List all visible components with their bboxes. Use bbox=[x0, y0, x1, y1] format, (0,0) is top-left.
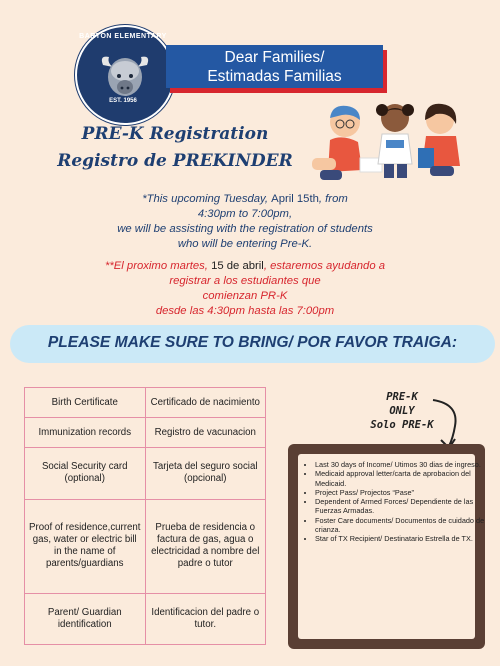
english-line-3: we will be assisting with the registration of students bbox=[117, 223, 373, 235]
english-line-2: 4:30pm to 7:00pm, bbox=[197, 208, 293, 220]
children-illustration bbox=[300, 100, 480, 190]
table-row bbox=[25, 448, 266, 499]
spanish-announcement bbox=[70, 259, 420, 319]
spanish-line-2: registrar a los estudiantes que bbox=[169, 275, 321, 287]
table-row bbox=[25, 418, 266, 448]
english-line-4: who will be entering Pre-K. bbox=[177, 238, 313, 250]
english-line-1: *This upcoming Tuesday, April 15th, from bbox=[142, 193, 348, 205]
documents-table bbox=[24, 387, 266, 645]
list-item: • Project Pass/ Projectos “Pase” bbox=[315, 488, 485, 497]
document-english: Social Security card (optional) bbox=[25, 448, 146, 499]
document-english: Parent/ Guardian identification bbox=[25, 593, 146, 644]
bison-icon bbox=[97, 49, 153, 105]
list-item: • Medicaid approval letter/carta de aprobacion del Medicaid. bbox=[315, 469, 485, 488]
title-spanish: Registro de PREKINDER bbox=[57, 151, 293, 171]
list-item: • Star of TX Recipient/ Destinatario Estrella de TX. bbox=[315, 534, 485, 543]
prek-only-label: PRE-K ONLY Solo PRE-K bbox=[370, 391, 434, 431]
english-announcement bbox=[70, 192, 420, 252]
spanish-date: 15 de abril bbox=[211, 260, 264, 272]
school-logo bbox=[75, 25, 175, 125]
prek-requirements-list bbox=[303, 460, 485, 544]
greeting-line-1: Dear Families/ bbox=[224, 49, 325, 66]
document-spanish: Prueba de residencia o factura de gas, agua o electricidad a nombre del padre o tutor bbox=[145, 499, 266, 593]
document-english: Proof of residence,current gas, water or electric bill in the name of parents/guardians bbox=[25, 499, 146, 593]
logo-est: EST. 1956 bbox=[109, 98, 137, 104]
list-item: • Last 30 days of Income/ Utimos 30 dias de ingreso. bbox=[315, 460, 485, 469]
spanish-line-4: desde las 4:30pm hasta las 7:00pm bbox=[155, 305, 335, 317]
table-row bbox=[25, 593, 266, 644]
document-spanish: Certificado de nacimiento bbox=[145, 388, 266, 418]
document-spanish: Identificacion del padre o tutor. bbox=[145, 593, 266, 644]
spanish-line-3: comienzan PR-K bbox=[202, 290, 288, 302]
table-row bbox=[25, 499, 266, 593]
document-english: Birth Certificate bbox=[25, 388, 146, 418]
list-item: • Dependent of Armed Forces/ Dependiente de las Fuerzas Armadas. bbox=[315, 497, 485, 516]
document-spanish: Tarjeta del seguro social (opcional) bbox=[145, 448, 266, 499]
greeting-line-2: Estimadas Familias bbox=[207, 68, 342, 85]
document-english: Immunization records bbox=[25, 418, 146, 448]
english-date: April 15th bbox=[271, 193, 319, 205]
title-english: PRE-K Registration bbox=[81, 124, 269, 144]
bring-heading: PLEASE MAKE SURE TO BRING/ POR FAVOR TRAIGA: bbox=[47, 334, 458, 351]
list-item: • Foster Care documents/ Documentos de cuidado de crianza. bbox=[315, 516, 485, 535]
greeting-banner bbox=[166, 45, 383, 88]
table-row bbox=[25, 388, 266, 418]
document-spanish: Registro de vacunacion bbox=[145, 418, 266, 448]
logo-name: BARTON ELEMENTARY bbox=[79, 33, 167, 40]
spanish-line-1: **El proximo martes, 15 de abril, estaremos ayudando a bbox=[104, 260, 386, 272]
